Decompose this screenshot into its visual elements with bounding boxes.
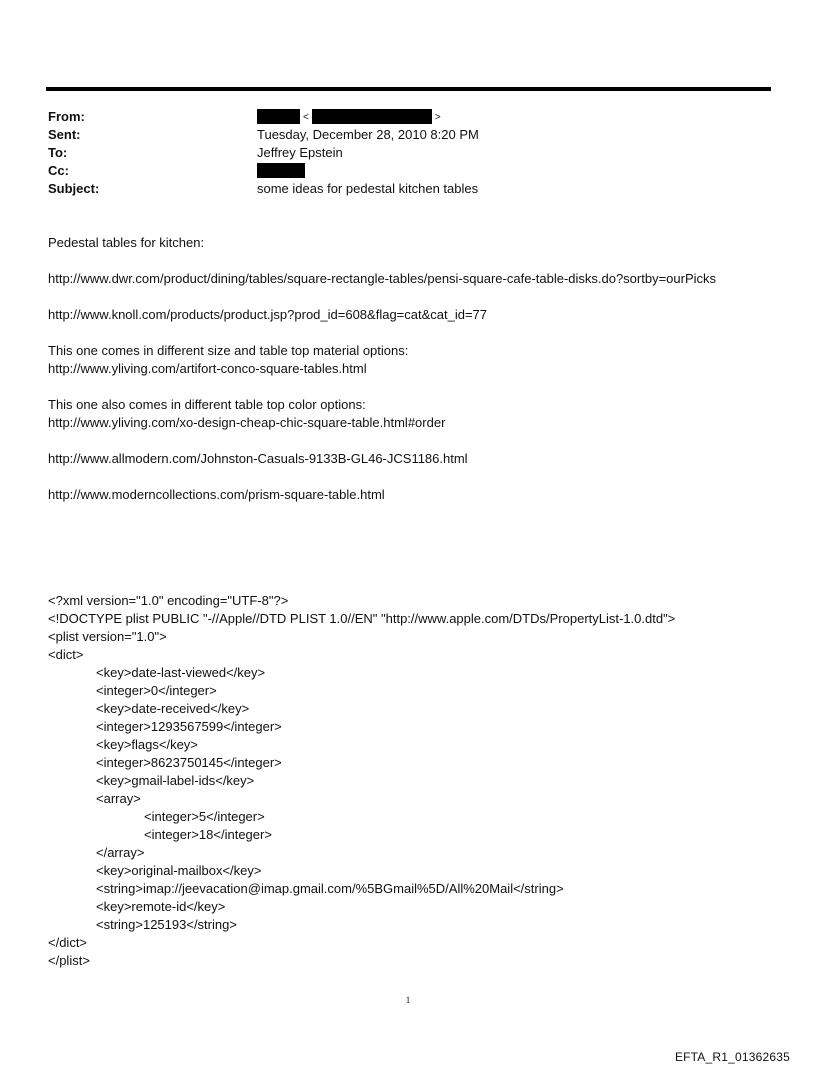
from-label: From: [48, 109, 85, 124]
sent-label: Sent: [48, 127, 81, 142]
subject-value: some ideas for pedestal kitchen tables [257, 181, 479, 196]
body-paragraph-xo [48, 396, 778, 432]
plist-line: <dict> [48, 647, 84, 662]
plist-line: <key>date-received</key> [96, 701, 250, 716]
email-header [48, 108, 768, 198]
body-link-moderncollections: http://www.moderncollections.com/prism-square-table.html [48, 487, 385, 502]
plist-line: <integer>0</integer> [96, 683, 217, 698]
redacted-sender-name [257, 109, 300, 124]
page-number: 1 [405, 995, 411, 1005]
cc-value [257, 162, 305, 180]
body-intro: Pedestal tables for kitchen: [48, 235, 205, 250]
body-link-xo: http://www.yliving.com/xo-design-cheap-chic-square-table.html#order [48, 415, 446, 430]
plist-line: <key>original-mailbox</key> [96, 863, 262, 878]
body-note-size-options: This one comes in different size and table top material options: [48, 343, 409, 358]
plist-line: <string>125193</string> [96, 917, 237, 932]
plist-line: </plist> [48, 953, 90, 968]
subject-row [48, 180, 768, 198]
body-paragraph-conco [48, 342, 778, 378]
plist-line: <key>remote-id</key> [96, 899, 226, 914]
redacted-sender-email [312, 109, 432, 124]
document-id: EFTA_R1_01362635 [674, 1050, 790, 1064]
cc-label: Cc: [48, 163, 69, 178]
plist-line: <integer>1293567599</integer> [96, 719, 282, 734]
to-label: To: [48, 145, 68, 160]
close-angle-bracket: > [434, 112, 441, 123]
from-value [257, 108, 444, 127]
plist-line: <key>gmail-label-ids</key> [96, 773, 255, 788]
subject-label: Subject: [48, 181, 100, 196]
plist-line: </array> [96, 845, 145, 860]
body-link-conco: http://www.yliving.com/artifort-conco-square-tables.html [48, 361, 367, 376]
plist-line: <array> [96, 791, 141, 806]
plist-line: <!DOCTYPE plist PUBLIC "-//Apple//DTD PLIST 1.0//EN" "http://www.apple.com/DTDs/PropertyList-1.0.dtd"> [48, 611, 676, 626]
sent-row [48, 126, 768, 144]
email-body [48, 234, 778, 522]
sent-value: Tuesday, December 28, 2010 8:20 PM [257, 127, 479, 142]
body-link-allmodern: http://www.allmodern.com/Johnston-Casuals-9133B-GL46-JCS1186.html [48, 451, 468, 466]
plist-line: </dict> [48, 935, 88, 950]
plist-line: <string>imap://jeevacation@imap.gmail.com/%5BGmail%5D/All%20Mail</string> [96, 881, 564, 896]
plist-metadata [48, 592, 788, 970]
plist-line: <key>date-last-viewed</key> [96, 665, 266, 680]
plist-line: <integer>8623750145</integer> [96, 755, 282, 770]
plist-line: <plist version="1.0"> [48, 629, 167, 644]
to-value: Jeffrey Epstein [257, 145, 343, 160]
open-angle-bracket: < [303, 112, 309, 123]
body-link-dwr: http://www.dwr.com/product/dining/tables/square-rectangle-tables/pensi-square-cafe-table-disks.do?sortby=ourPicks [48, 271, 717, 286]
body-note-color-options: This one also comes in different table top color options: [48, 397, 366, 412]
plist-line: <integer>5</integer> [144, 809, 265, 824]
plist-line: <integer>18</integer> [144, 827, 272, 842]
to-row [48, 144, 768, 162]
header-divider [46, 87, 771, 91]
plist-line: <?xml version="1.0" encoding="UTF-8"?> [48, 593, 289, 608]
redacted-cc [257, 163, 305, 178]
from-row [48, 108, 768, 126]
plist-line: <key>flags</key> [96, 737, 198, 752]
cc-row [48, 162, 768, 180]
body-link-knoll: http://www.knoll.com/products/product.jsp?prod_id=608&flag=cat&cat_id=77 [48, 307, 488, 322]
